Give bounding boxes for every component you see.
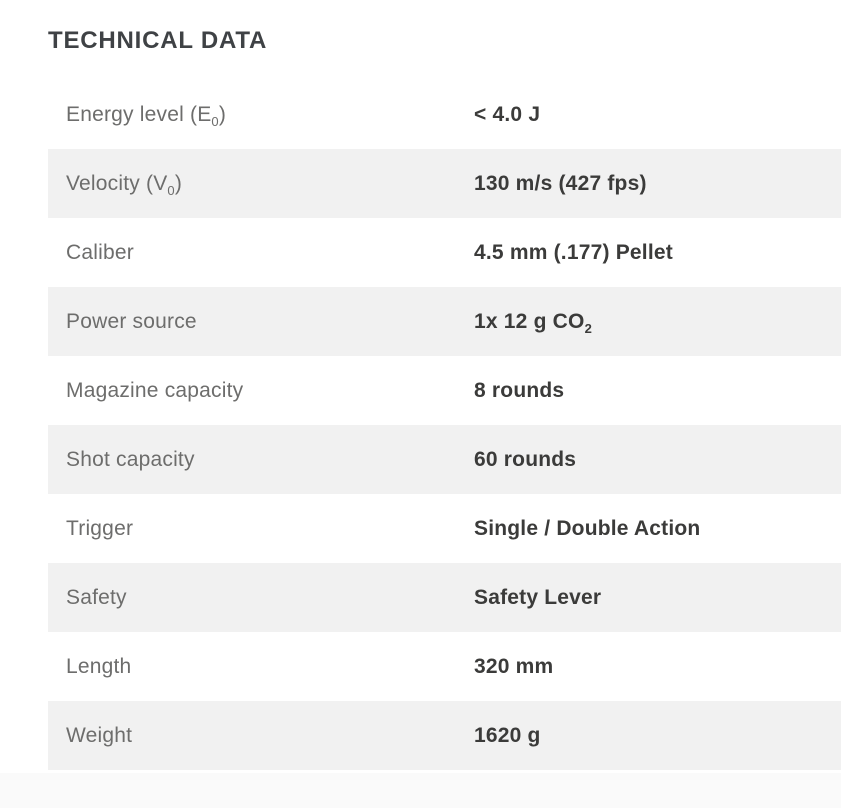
page-title: TECHNICAL DATA: [48, 27, 268, 54]
spec-value: 8 rounds: [474, 378, 565, 402]
section-divider-strip: [0, 773, 841, 808]
spec-label: Caliber: [66, 240, 134, 264]
spec-label: Power source: [66, 309, 197, 333]
technical-data-table: [48, 80, 841, 770]
spec-row: [48, 425, 841, 494]
spec-value: 320 mm: [474, 654, 554, 678]
spec-row: [48, 287, 841, 356]
spec-row: [48, 494, 841, 563]
spec-row: [48, 701, 841, 770]
spec-label: Velocity $(V_0)$: [66, 171, 183, 198]
spec-label: Trigger: [66, 516, 134, 540]
spec-row: [48, 563, 841, 632]
spec-row: [48, 218, 841, 287]
spec-row: [48, 149, 841, 218]
spec-label: Magazine capacity: [66, 378, 244, 402]
spec-label: Shot capacity: [66, 447, 195, 471]
spec-value: 1620 g: [474, 723, 541, 747]
spec-label: Safety: [66, 585, 127, 609]
spec-row: [48, 632, 841, 701]
spec-value: 130 m/s (427 fps): [474, 171, 647, 195]
spec-value: Single / Double Action: [474, 516, 701, 540]
spec-label: Weight: [66, 723, 133, 747]
spec-row: [48, 356, 841, 425]
spec-value: 4.5 mm (.177) Pellet: [474, 240, 673, 264]
spec-label: Length: [66, 654, 132, 678]
spec-value: 1x 12 g $CO_2$: [474, 309, 593, 336]
spec-label: Energy level $(E_0)$: [66, 102, 227, 129]
spec-value: < 4.0 J: [474, 102, 541, 126]
spec-row: [48, 80, 841, 149]
spec-value: 60 rounds: [474, 447, 577, 471]
spec-value: Safety Lever: [474, 585, 602, 609]
